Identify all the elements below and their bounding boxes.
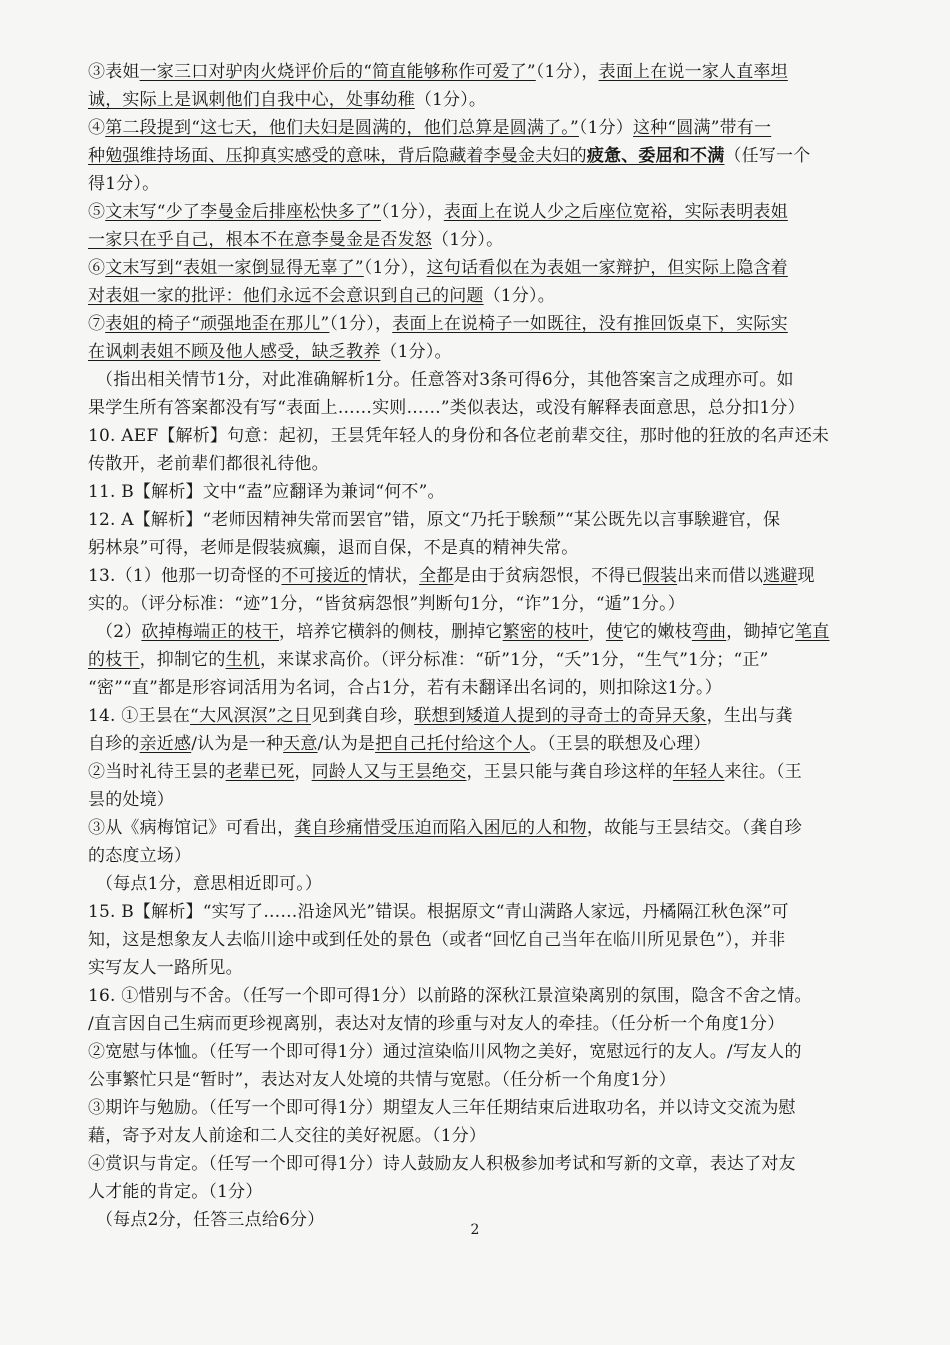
- answer-text: 来往。（王: [724, 762, 802, 782]
- underlined-answer-text: 种勉强维持场面、压抑真实感受的意味，背后隐藏着李曼金夫妇的: [88, 146, 587, 166]
- text-line: [88, 758, 868, 786]
- answer-text: /认为是: [317, 734, 376, 754]
- answer-text: 的态度立场）: [88, 846, 192, 866]
- answer-text: ，培养它横斜的侧枝，删掉它: [279, 622, 503, 642]
- answer-text: （1分），: [363, 258, 427, 278]
- answer-text: 实写友人一路所见。: [88, 958, 243, 978]
- text-line: [88, 86, 868, 114]
- underlined-answer-text: 表面上在说椅子一如既往，没有推回饭桌下，实际实: [392, 314, 788, 334]
- text-line: [88, 142, 868, 170]
- text-line: [88, 170, 868, 198]
- text-line: [88, 422, 868, 450]
- answer-text: /认为是一种: [191, 734, 284, 754]
- underlined-answer-text: 表面上在说一家人直率坦: [598, 62, 788, 82]
- underlined-answer-text: 笔直: [795, 622, 830, 642]
- underlined-answer-text: 第二段提到“这七天，他们夫妇是圆满的，他们总算是圆满了。”: [105, 118, 579, 138]
- answer-text: 14. ①王昙在: [88, 706, 191, 726]
- underlined-answer-text: 一家只在乎自己，根本不在意李曼金是否发怒: [88, 230, 432, 250]
- answer-text: /直言因自己生病而更珍视离别，表达对友情的珍重与对友人的牵挂。（任分析一个角度1分）: [88, 1014, 785, 1034]
- underlined-answer-text: 不可接近的: [281, 566, 368, 586]
- underlined-answer-text: 龚自珍痛惜受压迫而陷入困厄的人和物: [294, 818, 587, 838]
- text-line: [88, 58, 868, 86]
- text-line: [88, 674, 868, 702]
- answer-text: 知，这是想象友人去临川途中或到任处的景色（或者“回忆自己当年在临川所见景色”），并非: [88, 930, 786, 950]
- text-line: [88, 562, 868, 590]
- answer-text: 实的。（评分标准：“迹”1分，“皆贫病怨恨”判断句1分，“诈”1分，“遁”1分。）: [88, 594, 685, 614]
- answer-text: 。（王昙的联想及心理）: [529, 734, 711, 754]
- underlined-answer-text: 使: [605, 622, 624, 642]
- text-line: [88, 254, 868, 282]
- answer-text: ③从《病梅馆记》可看出，: [88, 818, 295, 838]
- text-line: [88, 702, 868, 730]
- underlined-answer-text: 全都: [419, 566, 454, 586]
- answer-text: （1分），: [380, 202, 444, 222]
- answer-text: （每点1分，意思相近即可。）: [96, 874, 323, 894]
- answer-text: 人才能的肯定。（1分）: [88, 1182, 263, 1202]
- answer-text: 13.（1）他那一切奇怪的: [88, 566, 282, 586]
- text-line: [88, 646, 868, 674]
- underlined-answer-text: 亲近感: [139, 734, 192, 754]
- answer-text: ，生出与龚: [706, 706, 793, 726]
- answer-text: ，: [588, 622, 606, 642]
- underlined-answer-text: 老辈已死: [225, 762, 295, 782]
- answer-text: ④: [88, 118, 106, 138]
- answer-text: 它的嫩枝: [623, 622, 692, 642]
- answer-text: 果学生所有答案都没有写“表面上……实则……”类似表达，或没有解释表面意思，总分扣1分）: [88, 398, 805, 418]
- answer-text: 是由于贫病怨恨，不得已: [453, 566, 643, 586]
- underlined-answer-text: 文末写到“表姐一家倒显得无辜了”: [105, 258, 364, 278]
- answer-text: ⑥: [88, 258, 106, 278]
- answer-text: （任写一个: [724, 146, 811, 166]
- text-line: [88, 954, 868, 982]
- text-line: [88, 926, 868, 954]
- text-line: [88, 814, 868, 842]
- answer-content: [88, 58, 868, 1234]
- answer-text: 公事繁忙只是“暂时”，表达对友人处境的共情与宽慰。（任分析一个角度1分）: [88, 1070, 676, 1090]
- underlined-answer-text: 联想到矮道人提到的寻奇士的奇异天象: [414, 706, 707, 726]
- underlined-answer-text: 砍掉梅端正的枝干: [141, 622, 280, 642]
- answer-text: 12. A【解析】“老师因精神失常而罢官”错，原文“乃托于騃颓”“某公既先以言事騃避官，保: [88, 510, 781, 530]
- text-line: [88, 394, 868, 422]
- text-line: [88, 506, 868, 534]
- text-line: [88, 226, 868, 254]
- answer-text: 10. AEF【解析】句意：起初，王昙凭年轻人的身份和各位老前辈交往，那时他的狂放的名声还未: [88, 426, 830, 446]
- answer-text: ，锄掉它: [726, 622, 796, 642]
- underlined-answer-text: 这种“圆满”带有一: [633, 118, 772, 138]
- answer-text: （1分）。: [414, 90, 487, 110]
- text-line: [88, 198, 868, 226]
- underlined-answer-text: 的枝干: [88, 650, 140, 670]
- text-line: [88, 310, 868, 338]
- underlined-answer-text: 弯曲: [691, 622, 727, 642]
- text-line: [88, 366, 868, 394]
- underlined-answer-text: 逃避: [763, 566, 798, 586]
- underlined-answer-text: 文末写“少了李曼金后排座松快多了”: [105, 202, 381, 222]
- underlined-answer-text: 诚，实际上是讽刺他们自我中心，处事幼稚: [88, 90, 415, 110]
- answer-text: “密”“直”都是形容词活用为名词，合占1分，若有未翻译出名词的，则扣除这1分。）: [88, 678, 722, 698]
- text-line: [88, 338, 868, 366]
- underlined-answer-text: 对表姐一家的批评：他们永远不会意识到自己的问题: [88, 286, 484, 306]
- text-line: [88, 1122, 868, 1150]
- page-number: 2: [470, 1222, 480, 1238]
- text-line: [88, 1150, 868, 1178]
- underlined-answer-text: 假装: [642, 566, 678, 586]
- answer-text: 15. B【解析】“实写了……沿途风光”错误。根据原文“青山满路人家远，丹橘隔江秋色深”可: [88, 902, 789, 922]
- answer-text: ，王昙只能与龚自珍这样的: [466, 762, 673, 782]
- answer-text: ⑦: [88, 314, 106, 334]
- answer-text: （1分）。: [380, 342, 452, 362]
- text-line: [88, 534, 868, 562]
- answer-text: （1分）: [578, 118, 634, 138]
- answer-text: 自珍的: [88, 734, 140, 754]
- underlined-answer-text: 一家三口对驴肉火烧评价后的“简直能够称作可爱了”: [139, 62, 536, 82]
- underlined-answer-text: 年轻人: [672, 762, 725, 782]
- answer-text: （每点2分，任答三点给6分）: [96, 1210, 325, 1230]
- text-line: [88, 114, 868, 142]
- text-line: [88, 450, 868, 478]
- answer-text: ，故能与王昙结交。（龚自珍: [586, 818, 802, 838]
- answer-text: 情状，: [367, 566, 420, 586]
- text-line: [88, 730, 868, 758]
- underlined-answer-text: “大风溟溟”之日: [190, 706, 312, 726]
- text-line: [88, 1094, 868, 1122]
- answer-text: 见到龚自珍，: [311, 706, 415, 726]
- answer-text: 昙的处境）: [88, 790, 174, 810]
- answer-text: 躬林泉”可得，老师是假装疯癫，退而自保，不是真的精神失常。: [88, 538, 579, 558]
- text-line: [88, 1038, 868, 1066]
- answer-text: （指出相关情节1分，对此准确解析1分。任意答对3条可得6分，其他答案言之成理亦可。如: [96, 370, 794, 390]
- underlined-answer-text: 把自己托付给这个人: [375, 734, 530, 754]
- answer-text: ③表姐: [88, 62, 140, 82]
- underlined-answer-text: 表姐的椅子“顽强地歪在那儿”: [105, 314, 330, 334]
- text-line: [88, 1178, 868, 1206]
- answer-text: （1分）。: [483, 286, 555, 306]
- underlined-answer-text: 繁密的枝叶: [502, 622, 589, 642]
- text-line: [88, 982, 868, 1010]
- underlined-answer-text: 同龄人又与王昙绝交: [311, 762, 467, 782]
- text-line: [88, 478, 868, 506]
- text-line: [88, 590, 868, 618]
- text-line: [88, 618, 868, 646]
- answer-text: ③期许与勉励。（任写一个即可得1分）期望友人三年任期结束后进取功名，并以诗文交流为慰: [88, 1098, 796, 1118]
- underlined-answer-text: 这句话看似在为表姐一家辩护，但实际上隐含着: [426, 258, 788, 278]
- underlined-answer-text: 天意: [283, 734, 318, 754]
- answer-text: ⑤: [88, 202, 106, 222]
- answer-text: 出来而借以: [677, 566, 764, 586]
- answer-text: 传散开，老前辈们都很礼待他。: [88, 454, 329, 474]
- text-line: [88, 786, 868, 814]
- underlined-answer-text: 生机: [225, 650, 261, 670]
- answer-text: （1分），: [535, 62, 599, 82]
- answer-text: ，: [294, 762, 312, 782]
- text-line: [88, 842, 868, 870]
- underlined-answer-text: 在讽刺表姐不顾及他人感受，缺乏教养: [88, 342, 381, 362]
- text-line: [88, 1066, 868, 1094]
- text-line: [88, 870, 868, 898]
- text-line: [88, 1010, 868, 1038]
- answer-text: ②宽慰与体恤。（任写一个即可得1分）通过渲染临川风物之美好，宽慰远行的友人。/写友人的: [88, 1042, 802, 1062]
- answer-text: 现: [797, 566, 815, 586]
- answer-text: （2）: [96, 622, 142, 642]
- text-line: [88, 898, 868, 926]
- answer-text: 得1分）。: [88, 174, 160, 194]
- answer-text: ，抑制它的: [139, 650, 226, 670]
- answer-text: （1分），: [329, 314, 393, 334]
- answer-text: （1分）。: [432, 230, 504, 250]
- answer-text: 16. ①惜别与不舍。（任写一个即可得1分）以前路的深秋江景渲染离别的氛围，隐含不舍之情。: [88, 986, 812, 1006]
- answer-text: 11. B【解析】文中“盍”应翻译为兼词“何不”。: [88, 482, 445, 502]
- underlined-answer-text: 表面上在说人少之后座位宽裕，实际表明表姐: [443, 202, 788, 222]
- answer-text: ，来谋求高价。（评分标准：“斫”1分，“夭”1分，“生气”1分；“正”: [260, 650, 769, 670]
- text-line: [88, 282, 868, 310]
- underlined-answer-text: 疲惫、委屈和不满: [586, 146, 725, 166]
- answer-text: ④赏识与肯定。（任写一个即可得1分）诗人鼓励友人积极参加考试和写新的文章，表达了对友: [88, 1154, 796, 1174]
- answer-text: ②当时礼待王昙的: [88, 762, 226, 782]
- answer-text: 藉，寄予对友人前途和二人交往的美好祝愿。（1分）: [88, 1126, 487, 1146]
